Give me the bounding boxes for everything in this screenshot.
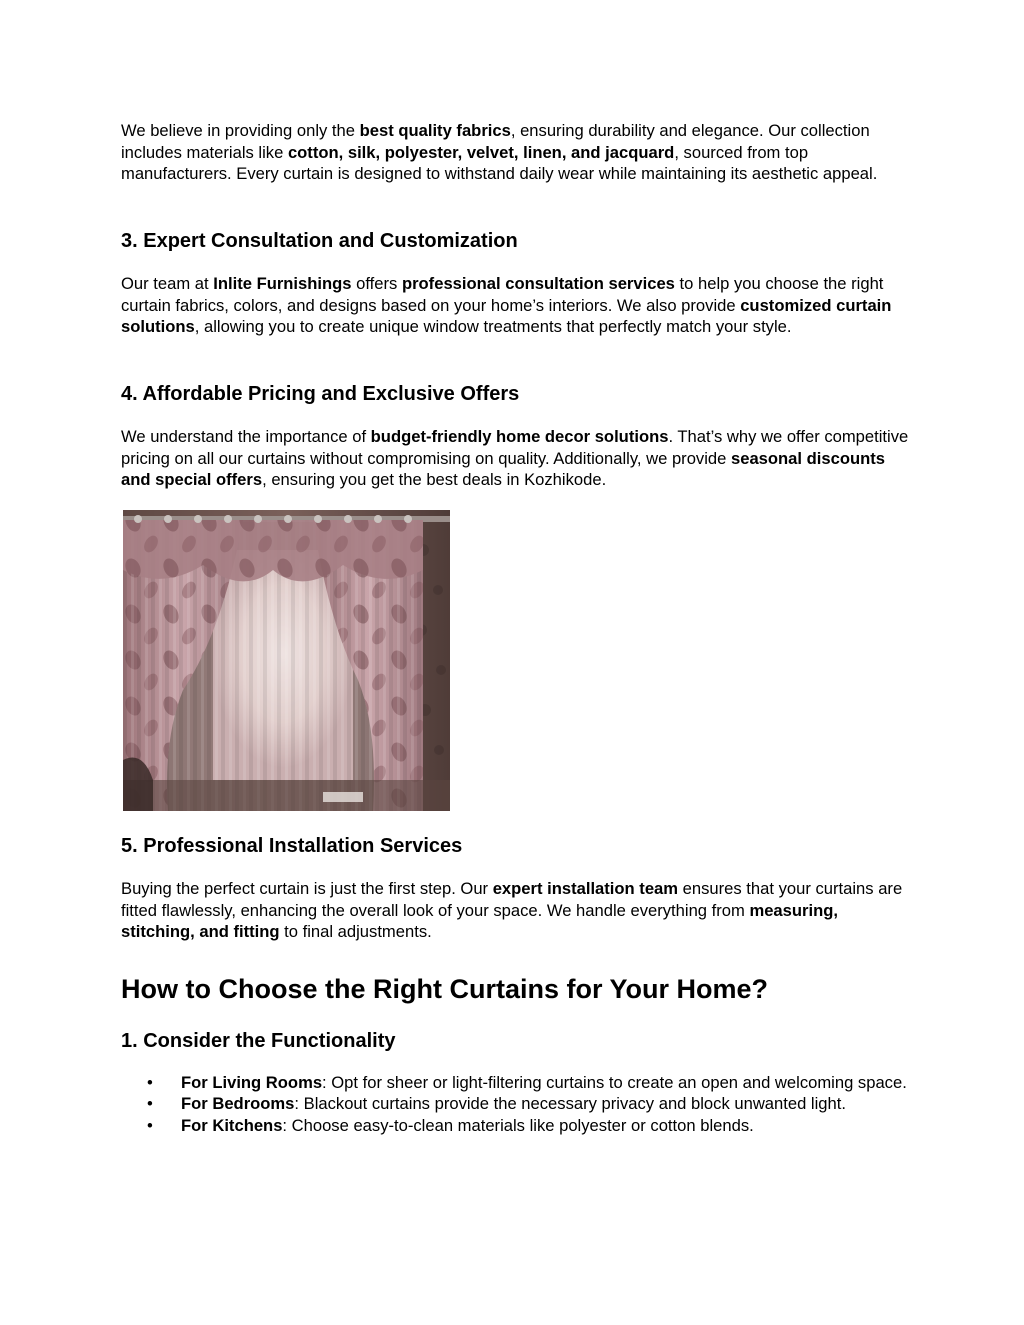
intro-paragraph: We believe in providing only the best quality fabrics, ensuring durability and elegance. Our collection includes materials like cotton, silk, polyester, velvet, linen, and jacquard, sourced from top manufacturers. Every curtain is designed to withstand daily wear while maintaining its aesthetic appeal. [121,121,878,184]
section-3-heading: 3. Expert Consultation and Customization [121,230,518,252]
functionality-list [121,1072,911,1136]
list-item: • For Bedrooms: Blackout curtains provide the necessary privacy and block unwanted light. [147,1094,846,1114]
curtain-photo [123,510,450,811]
section-3-paragraph: Our team at Inlite Furnishings offers professional consultation services to help you choose the right curtain fabrics, colors, and designs based on your home’s interiors. We also provide customized curtain solutions, allowing you to create unique window treatments that perfectly match your style. [121,274,892,337]
section-5-paragraph: Buying the perfect curtain is just the first step. Our expert installation team ensures that your curtains are fitted flawlessly, enhancing the overall look of your space. We handle everything from measuring, stitching, and fitting to final adjustments. [121,879,903,942]
section-5-heading: 5. Professional Installation Services [121,835,463,857]
list-item: • For Kitchens: Choose easy-to-clean materials like polyester or cotton blends. [147,1115,754,1135]
bullet-icon: • [147,1115,153,1135]
bullet-icon: • [147,1094,153,1114]
bullet-icon: • [147,1073,153,1092]
functionality-heading: 1. Consider the Functionality [121,1030,396,1052]
list-item: • For Living Rooms: Opt for sheer or light-filtering curtains to create an open and welcoming space. [147,1073,907,1092]
section-4-heading: 4. Affordable Pricing and Exclusive Offers [121,383,520,405]
guide-heading: How to Choose the Right Curtains for Your Home? [121,974,768,1004]
section-4-paragraph: We understand the importance of budget-friendly home decor solutions. That’s why we offer competitive pricing on all our curtains without compromising on quality. Additionally, we provide seasonal discounts and special offers, ensuring you get the best deals in Kozhikode. [121,427,909,490]
